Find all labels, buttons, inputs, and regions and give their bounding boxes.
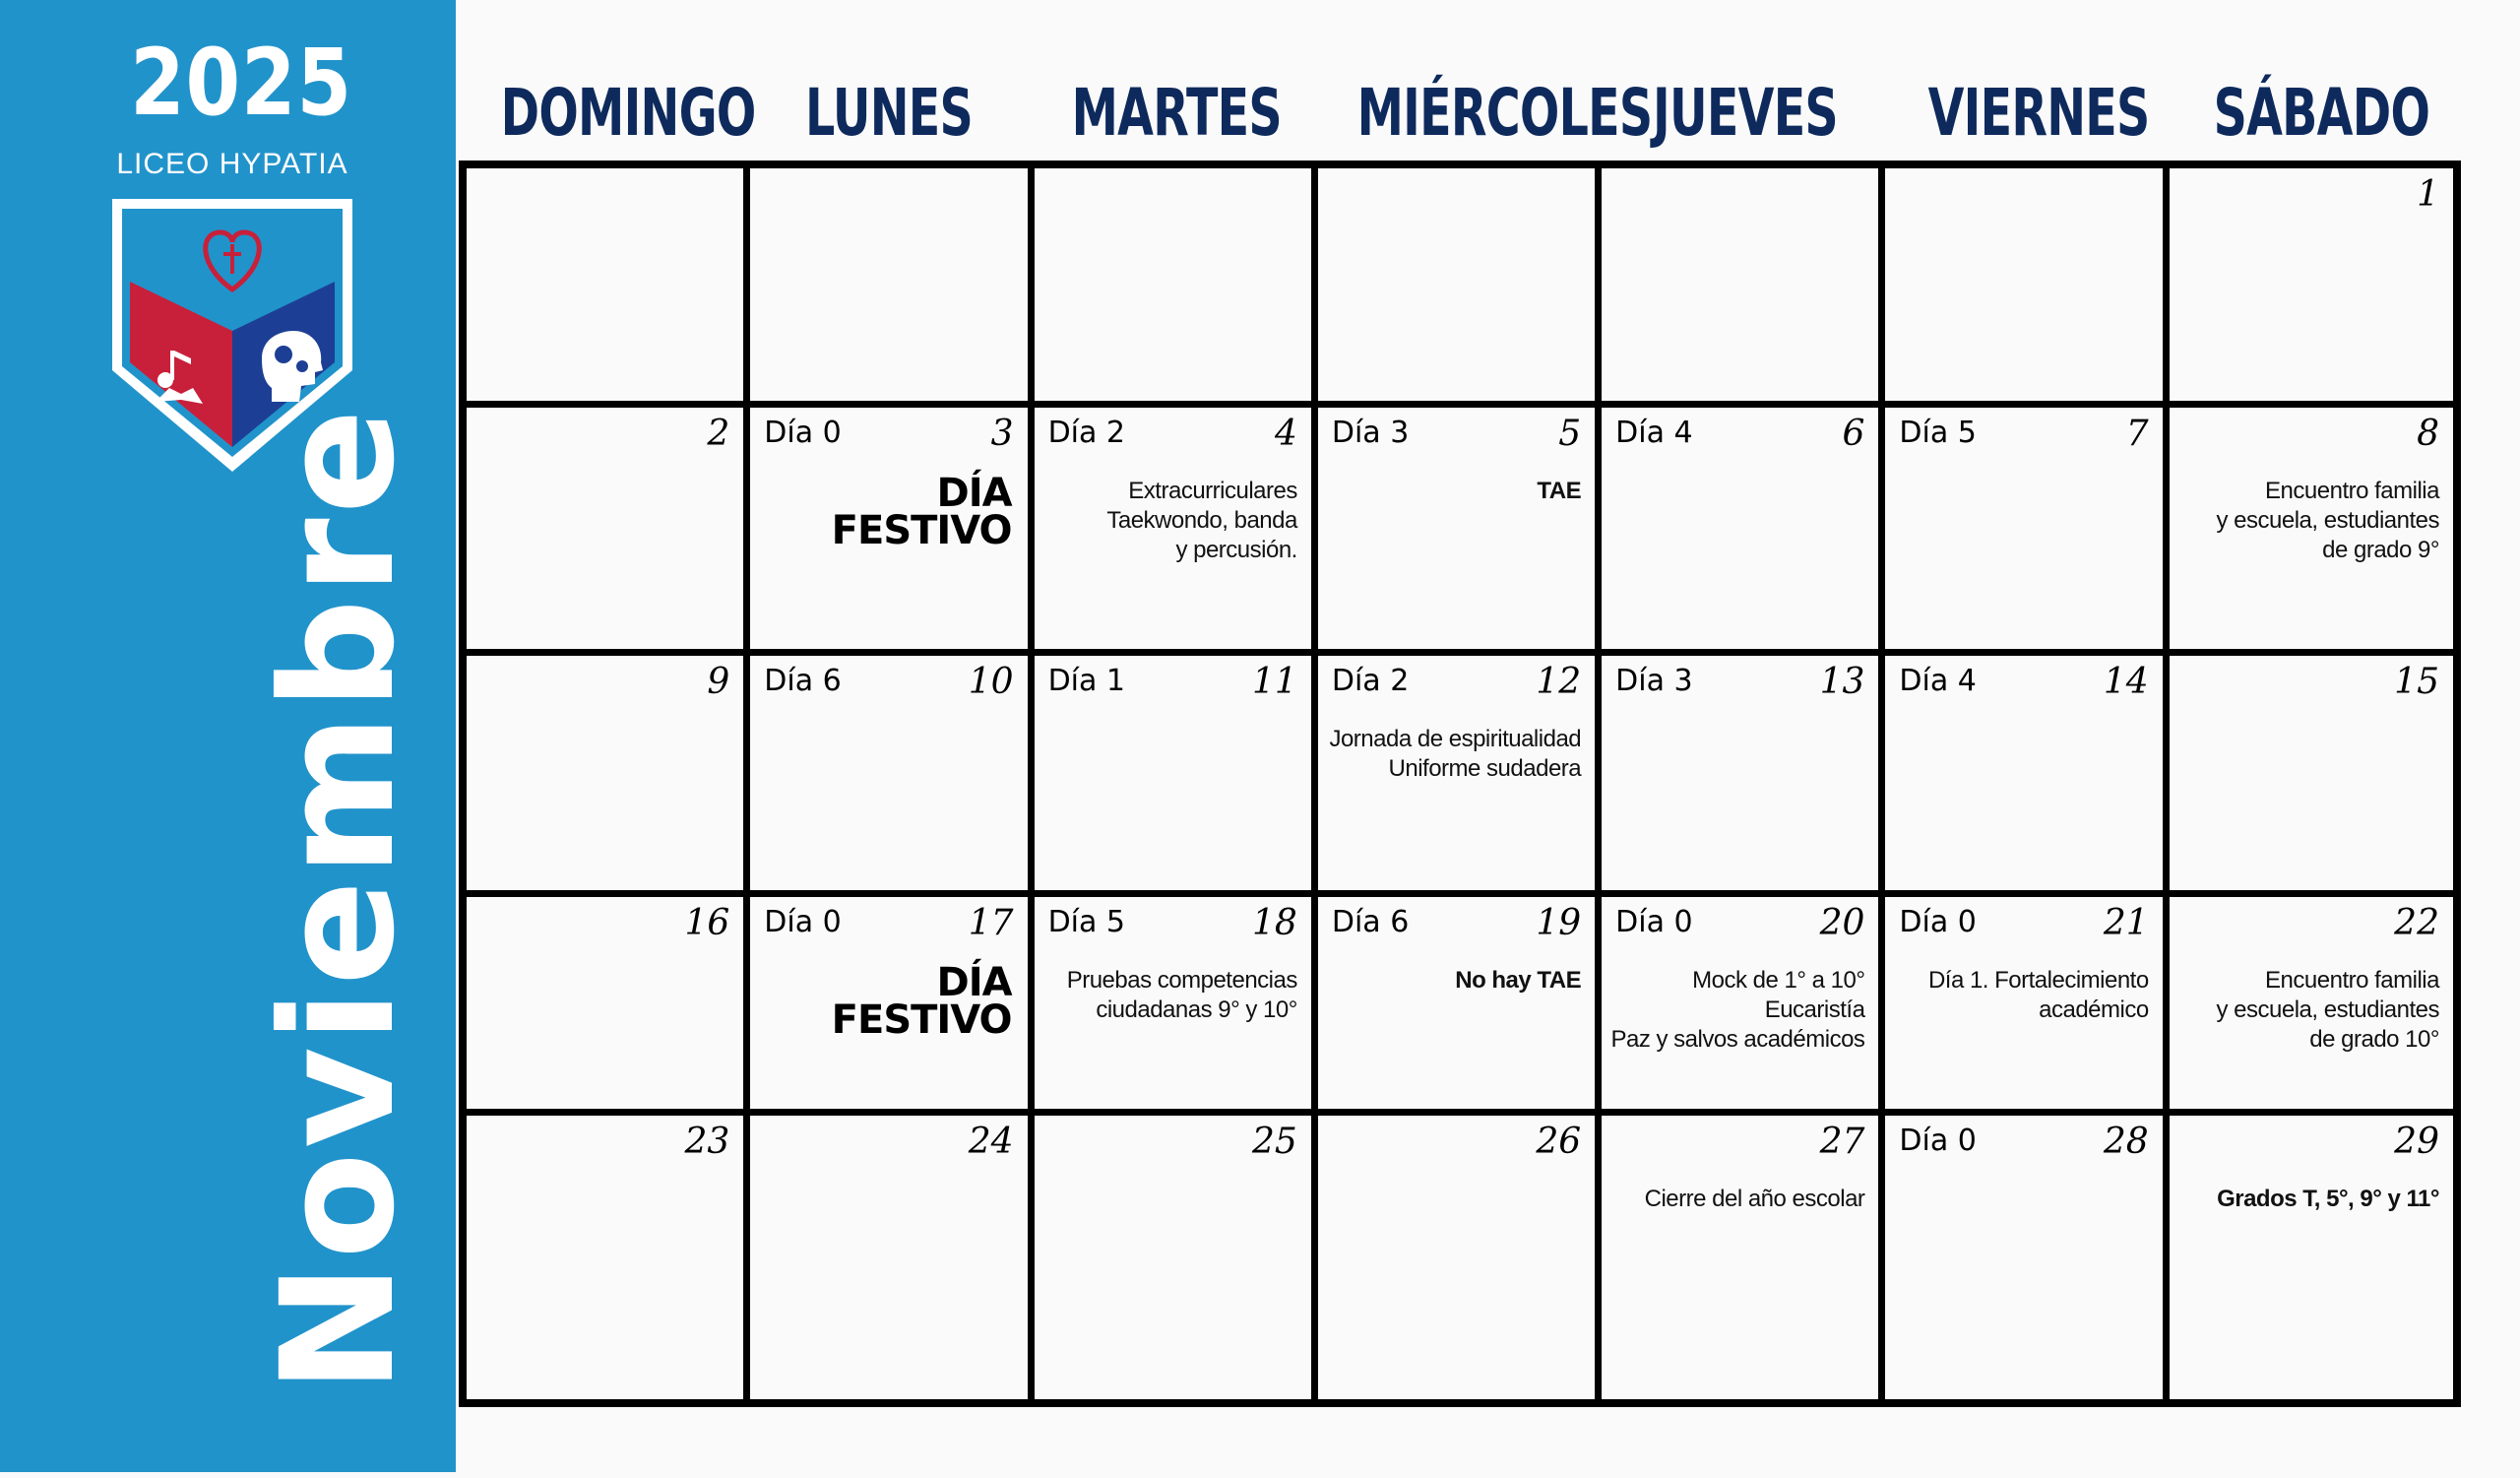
day-number: 20: [1819, 903, 1865, 943]
day-number: 10: [968, 662, 1014, 702]
weekday-header-row: [461, 69, 2459, 167]
day-number: 23: [684, 1122, 730, 1162]
weekday-header: MARTES: [1071, 75, 1282, 151]
calendar-day-cell[interactable]: [467, 656, 750, 897]
day-number: 3: [990, 414, 1014, 454]
rotation-day-label: Día 1: [1047, 664, 1126, 698]
calendar-day-cell[interactable]: [750, 1116, 1034, 1399]
rotation-day-label: Día 2: [1331, 664, 1410, 698]
rotation-day-label: Día 0: [1615, 905, 1693, 939]
event-note: Encuentro familia y escuela, estudiantes de grado 9°: [2216, 478, 2439, 563]
calendar-day-cell[interactable]: [750, 897, 1034, 1116]
rotation-day-label: Día 3: [1615, 664, 1693, 698]
day-number: 8: [2417, 414, 2439, 454]
rotation-day-label: Día 5: [1899, 416, 1977, 450]
day-number: 24: [968, 1122, 1014, 1162]
calendar-day-cell[interactable]: [1885, 1116, 2169, 1399]
holiday-label: DÍA FESTIVO: [831, 471, 1012, 553]
day-number: 18: [1252, 903, 1297, 943]
calendar-day-cell[interactable]: [1318, 168, 1602, 408]
day-number: 26: [1536, 1122, 1582, 1162]
day-number: 1: [2417, 174, 2439, 215]
calendar-day-cell[interactable]: [1318, 897, 1602, 1116]
day-number: 27: [1819, 1122, 1865, 1162]
calendar-day-cell[interactable]: [750, 168, 1034, 408]
event-note: No hay TAE: [1455, 967, 1582, 994]
calendar-day-cell[interactable]: [1035, 1116, 1318, 1399]
calendar-grid: [459, 161, 2461, 1407]
weekday-header: VIERNES: [1927, 75, 2150, 151]
day-number: 22: [2394, 903, 2439, 943]
calendar-day-cell[interactable]: [467, 1116, 750, 1399]
calendar-day-cell[interactable]: [1035, 168, 1318, 408]
calendar-day-cell[interactable]: [1035, 897, 1318, 1116]
calendar-day-cell[interactable]: [1318, 656, 1602, 897]
day-number: 17: [968, 903, 1014, 943]
rotation-day-label: Día 2: [1047, 416, 1126, 450]
day-number: 11: [1252, 662, 1297, 702]
event-note: Pruebas competencias ciudadanas 9° y 10°: [1066, 967, 1297, 1023]
day-number: 14: [2103, 662, 2149, 702]
event-note: TAE: [1537, 478, 1582, 504]
calendar-day-cell[interactable]: [1035, 408, 1318, 656]
weekday-header: LUNES: [804, 75, 974, 151]
sidebar: [0, 0, 456, 1472]
event-note: Día 1. Fortalecimiento académico: [1927, 967, 2149, 1023]
calendar-day-cell[interactable]: [1318, 408, 1602, 656]
day-number: 13: [1819, 662, 1865, 702]
day-number: 12: [1536, 662, 1582, 702]
calendar-day-cell[interactable]: [1602, 408, 1885, 656]
day-number: 19: [1536, 903, 1582, 943]
year-title: 2025: [130, 30, 352, 137]
rotation-day-label: Día 0: [764, 416, 842, 450]
calendar-day-cell[interactable]: [1318, 1116, 1602, 1399]
calendar-day-cell[interactable]: [1602, 1116, 1885, 1399]
calendar-day-cell[interactable]: [750, 408, 1034, 656]
day-number: 16: [684, 903, 730, 943]
calendar-day-cell[interactable]: [1602, 897, 1885, 1116]
day-number: 25: [1252, 1122, 1297, 1162]
day-number: 7: [2125, 414, 2149, 454]
calendar-day-cell[interactable]: [750, 656, 1034, 897]
weekday-header: SÁBADO: [2213, 75, 2430, 151]
rotation-day-label: Día 5: [1047, 905, 1126, 939]
rotation-day-label: Día 0: [1899, 905, 1977, 939]
rotation-day-label: Día 4: [1899, 664, 1977, 698]
school-name: LICEO HYPATIA: [116, 148, 348, 180]
event-note: Cierre del año escolar: [1644, 1186, 1865, 1212]
event-note: Extracurriculares Taekwondo, banda y percusión.: [1106, 478, 1297, 563]
weekday-header: DOMINGO: [500, 75, 756, 151]
weekday-header: MIÉRCOLES: [1356, 75, 1653, 151]
rotation-day-label: Día 3: [1331, 416, 1410, 450]
rotation-day-label: Día 4: [1615, 416, 1693, 450]
day-number: 15: [2394, 662, 2439, 702]
day-number: 21: [2103, 903, 2149, 943]
day-number: 6: [1842, 414, 1865, 454]
rotation-day-label: Día 0: [1899, 1124, 1977, 1158]
calendar-day-cell[interactable]: [2170, 168, 2453, 408]
calendar-day-cell[interactable]: [467, 897, 750, 1116]
day-number: 2: [707, 414, 730, 454]
calendar-day-cell[interactable]: [2170, 897, 2453, 1116]
rotation-day-label: Día 6: [764, 664, 842, 698]
event-note: Encuentro familia y escuela, estudiantes de grado 10°: [2216, 967, 2439, 1053]
calendar-day-cell[interactable]: [1885, 168, 2169, 408]
calendar-day-cell[interactable]: [2170, 1116, 2453, 1399]
month-title: Noviembre: [248, 405, 429, 1393]
calendar-day-cell[interactable]: [2170, 656, 2453, 897]
rotation-day-label: Día 0: [764, 905, 842, 939]
day-number: 4: [1274, 414, 1297, 454]
calendar-day-cell[interactable]: [1885, 408, 2169, 656]
calendar-day-cell[interactable]: [467, 168, 750, 408]
calendar-day-cell[interactable]: [467, 408, 750, 656]
calendar-day-cell[interactable]: [1602, 656, 1885, 897]
calendar-day-cell[interactable]: [2170, 408, 2453, 656]
weekday-header: JUEVES: [1653, 75, 1838, 151]
day-number: 9: [707, 662, 730, 702]
calendar-day-cell[interactable]: [1602, 168, 1885, 408]
holiday-label: DÍA FESTIVO: [831, 960, 1012, 1043]
day-number: 28: [2103, 1122, 2149, 1162]
calendar-day-cell[interactable]: [1035, 656, 1318, 897]
calendar-day-cell[interactable]: [1885, 656, 2169, 897]
day-number: 5: [1558, 414, 1582, 454]
rotation-day-label: Día 6: [1331, 905, 1410, 939]
day-number: 29: [2394, 1122, 2439, 1162]
event-note: Jornada de espiritualidad Uniforme sudadera: [1329, 726, 1582, 782]
event-note: Mock de 1° a 10° Eucaristía Paz y salvos académicos: [1610, 967, 1865, 1053]
calendar-day-cell[interactable]: [1885, 897, 2169, 1116]
event-note: Grados T, 5°, 9° y 11°: [2217, 1186, 2439, 1212]
